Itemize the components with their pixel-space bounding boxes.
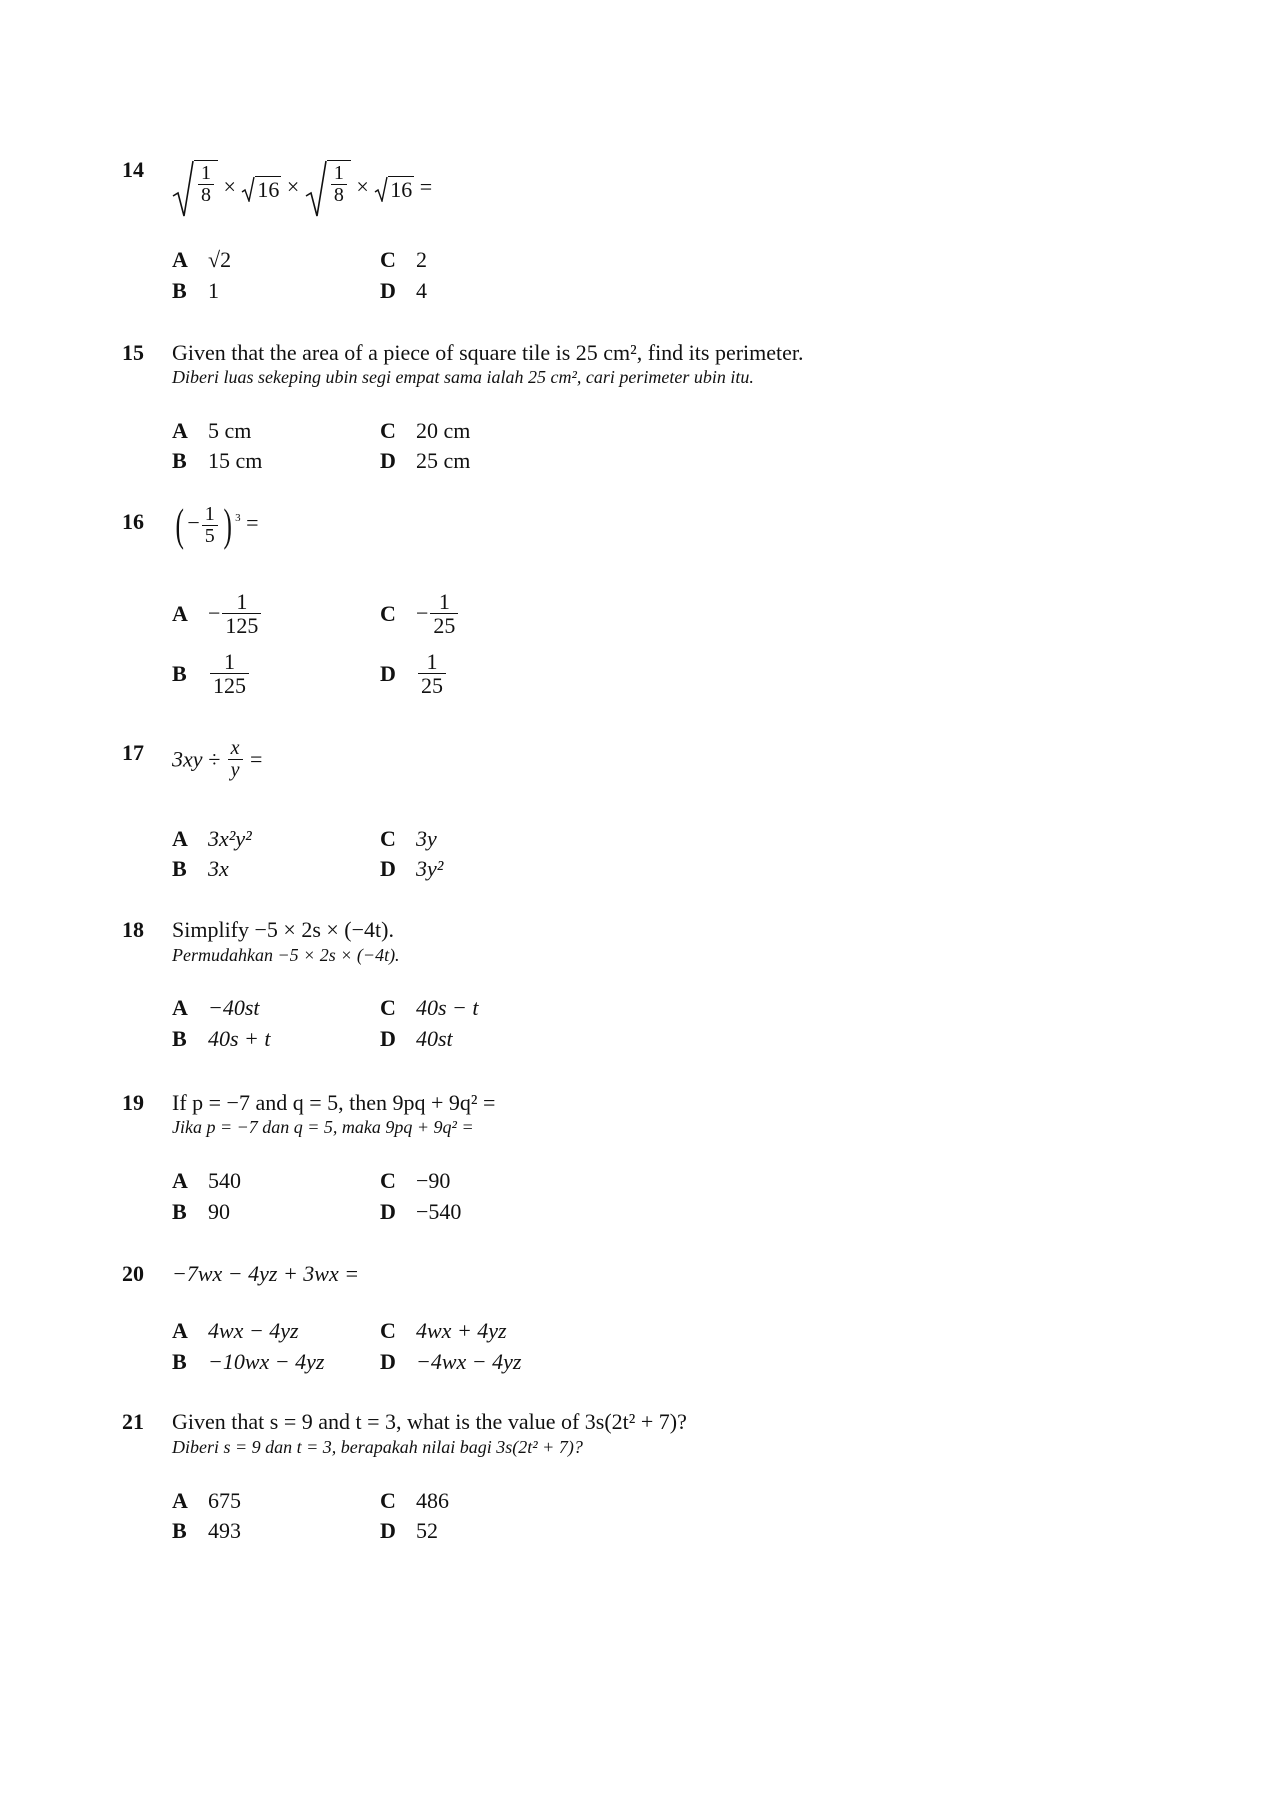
option-a[interactable]: A −40st (172, 995, 260, 1020)
option-a[interactable]: A − $\frac{1}{125}$ (172, 590, 263, 637)
option-d[interactable]: D $\frac{1}{25}$ (380, 650, 448, 697)
question-number: 17 (122, 740, 144, 765)
option-d[interactable]: D 4 (380, 278, 427, 303)
option-c[interactable]: C 20 cm (380, 418, 471, 443)
question-number: 19 (122, 1090, 144, 1115)
option-a[interactable]: A √2 (172, 247, 232, 272)
question-number: 21 (122, 1409, 144, 1434)
option-b[interactable]: B 15 cm (172, 448, 263, 473)
question-number: 16 (122, 509, 144, 534)
option-b[interactable]: B $\frac{1}{125}$ (172, 650, 251, 697)
question-stem-malay: Diberi luas sekeping ubin segi empat sama ialah 25 cm², cari perimeter ubin itu. (172, 367, 754, 387)
question-stem: ( − $\frac{1}{5}$ ) $^3$ = (175, 499, 259, 550)
sqrt-expression: 16 (241, 176, 281, 203)
sqrt-expression: 16 (374, 176, 414, 203)
option-c[interactable]: C −90 (380, 1168, 451, 1193)
question-number: 15 (122, 340, 144, 365)
option-c[interactable]: C 4wx + 4yz (380, 1318, 507, 1343)
question-number: 14 (122, 157, 144, 182)
sqrt-expression: $\frac{1}{8}$ (172, 160, 218, 218)
option-b[interactable]: B 1 (172, 278, 219, 303)
option-d[interactable]: D 52 (380, 1518, 438, 1543)
question-stem: −7wx − 4yz + 3wx = (172, 1261, 360, 1286)
question-number: 20 (122, 1261, 144, 1286)
option-a[interactable]: A 4wx − 4yz (172, 1318, 299, 1343)
question-stem-malay: Diberi s = 9 dan t = 3, berapakah nilai bagi 3s(2t² + 7)? (172, 1437, 583, 1457)
option-d[interactable]: D 3y² (380, 856, 444, 881)
question-stem: Given that the area of a piece of square tile is 25 cm², find its perimeter. (172, 340, 804, 365)
option-c[interactable]: C 3y (380, 826, 437, 851)
option-b[interactable]: B 90 (172, 1199, 230, 1224)
option-a[interactable]: A 675 (172, 1488, 241, 1513)
option-c[interactable]: C 486 (380, 1488, 449, 1513)
question-stem: Simplify −5 × 2s × (−4t). (172, 917, 394, 942)
option-b[interactable]: B −10wx − 4yz (172, 1349, 325, 1374)
question-stem: If p = −7 and q = 5, then 9pq + 9q² = (172, 1090, 496, 1115)
option-d[interactable]: D −540 (380, 1199, 462, 1224)
question-number: 18 (122, 917, 144, 942)
option-d[interactable]: D 40st (380, 1026, 453, 1051)
option-c[interactable]: C − $\frac{1}{25}$ (380, 590, 460, 637)
option-d[interactable]: D −4wx − 4yz (380, 1349, 522, 1374)
option-b[interactable]: B 493 (172, 1518, 241, 1543)
option-b[interactable]: B 40s + t (172, 1026, 271, 1051)
question-stem-malay: Permudahkan −5 × 2s × (−4t). (172, 945, 400, 965)
option-c[interactable]: C 2 (380, 247, 427, 272)
question-stem: $\frac{1}{8}$ × 16 × $\frac{1}{8}$ × 16 = (172, 160, 432, 218)
option-a[interactable]: A 540 (172, 1168, 241, 1193)
option-a[interactable]: A 5 cm (172, 418, 252, 443)
sqrt-expression: $\frac{1}{8}$ (305, 160, 351, 218)
option-a[interactable]: A 3x²y² (172, 826, 252, 851)
option-d[interactable]: D 25 cm (380, 448, 471, 473)
option-c[interactable]: C 40s − t (380, 995, 479, 1020)
question-stem-malay: Jika p = −7 dan q = 5, maka 9pq + 9q² = (172, 1117, 474, 1137)
option-b[interactable]: B 3x (172, 856, 229, 881)
question-stem: Given that s = 9 and t = 3, what is the value of 3s(2t² + 7)? (172, 1409, 687, 1434)
question-stem: 3xy ÷ $\frac{x}{y}$ = (172, 737, 263, 781)
